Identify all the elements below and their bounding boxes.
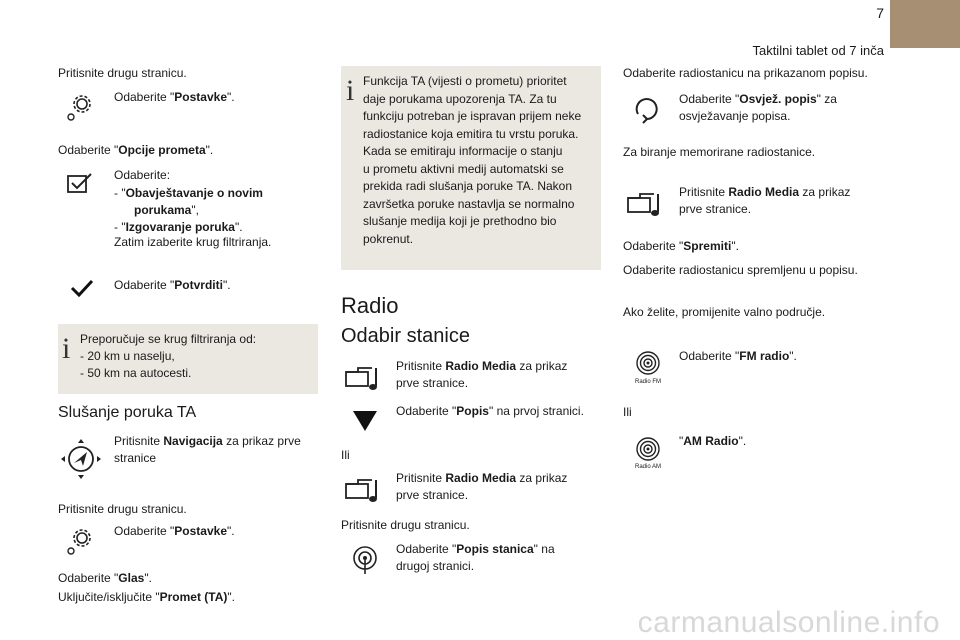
info-text: - 20 km u naselju,: [80, 349, 175, 363]
info-icon: i: [62, 332, 71, 365]
text-line: Odaberite "Osvjež. popis" za: [679, 92, 837, 106]
info-text: Funkcija TA (vijesti o prometu) prioritet: [363, 74, 567, 88]
text-line: Pritisnite Radio Media za prikaz: [396, 471, 568, 485]
text-line: Za biranje memorirane radiostanice.: [623, 145, 816, 159]
info-text: prekida radi slušanja poruke TA. Nakon: [363, 179, 573, 193]
corner-tab: [890, 0, 960, 48]
text-line: Odaberite:: [114, 168, 171, 182]
gear-icon: [64, 526, 96, 558]
text-line: stranice: [114, 451, 157, 465]
gear-icon: [64, 92, 96, 124]
text-line: Ili: [341, 448, 350, 462]
section-title: Taktilni tablet od 7 inča: [752, 43, 884, 58]
info-text: funkciju potreban je ispravan prijem neke: [363, 109, 582, 123]
info-icon: i: [346, 74, 355, 107]
info-text: daje porukama upozorenja TA. Za tu: [363, 91, 557, 106]
text-line: Odaberite "Potvrditi".: [114, 278, 231, 292]
text-line: porukama",: [134, 203, 199, 217]
text-line: Odaberite "Postavke".: [114, 90, 235, 104]
info-text: Preporučuje se krug filtriranja od:: [80, 332, 257, 346]
checklist-icon: [66, 172, 94, 196]
text-line: drugoj stranici.: [396, 559, 475, 573]
radio-media-icon: [344, 476, 384, 504]
text-line: Odaberite "Opcije prometa".: [58, 143, 214, 157]
info-text: pokrenut.: [363, 231, 414, 246]
radio-fm-icon: [635, 350, 661, 376]
station-list-icon: [350, 545, 380, 575]
page-number: 7: [876, 5, 884, 21]
text-line: Ako želite, promijenite valno područje.: [623, 305, 826, 319]
info-text: radiostanice koja emitira tu vrstu poruka.: [363, 126, 579, 141]
text-line: Uključite/isključite "Promet (TA)".: [58, 590, 235, 604]
radio-am-icon: [635, 436, 661, 462]
checkmark-icon: [70, 279, 94, 297]
text-line: - "Izgovaranje poruka".: [114, 220, 243, 234]
icon-label: Radio AM: [634, 464, 661, 470]
text-line: Ili: [623, 405, 632, 419]
info-text: slušanje medija koji je prethodno bio: [363, 214, 557, 228]
text-line: Odaberite "Postavke".: [114, 524, 235, 538]
info-text: završetka poruke nastavlja se normalno: [363, 196, 575, 211]
section-heading: Radio: [341, 293, 399, 318]
refresh-icon: [632, 94, 662, 124]
text-line: Odaberite radiostanicu na prikazanom popisu.: [623, 66, 868, 80]
subsection-heading: Odabir stanice: [341, 325, 470, 347]
text-line: - "Obavještavanje o novim: [114, 186, 263, 200]
text-line: Pritisnite drugu stranicu.: [341, 518, 470, 532]
text-line: prve stranice.: [396, 488, 469, 502]
text-line: Zatim izaberite krug filtriranja.: [114, 235, 272, 249]
radio-media-icon: [344, 364, 384, 392]
text-line: Odaberite "Spremiti".: [623, 239, 739, 253]
navigation-icon: [60, 438, 102, 480]
text-line: Pritisnite Radio Media za prikaz: [679, 185, 851, 199]
text-line: Pritisnite drugu stranicu.: [58, 502, 187, 516]
text-line: prve stranice.: [396, 376, 469, 390]
text-line: Odaberite "Popis stanica" na: [396, 542, 555, 556]
radio-media-icon: [626, 190, 666, 218]
watermark: carmanualsonline.info: [637, 606, 940, 639]
text-line: Pritisnite drugu stranicu.: [58, 66, 187, 80]
text-line: Pritisnite Radio Media za prikaz: [396, 359, 568, 373]
text-line: prve stranice.: [679, 202, 752, 216]
triangle-down-icon: [352, 410, 378, 432]
info-text: u prometu aktivni medij automatski se: [363, 161, 564, 176]
info-text: Kada se emitiraju informacije o stanju: [363, 144, 563, 158]
text-line: Odaberite "Popis" na prvoj stranici.: [396, 404, 584, 418]
icon-label: Radio FM: [634, 379, 661, 385]
text-line: Odaberite "FM radio".: [679, 349, 797, 363]
text-line: Pritisnite Navigacija za prikaz prve: [114, 434, 301, 448]
section-heading: Slušanje poruka TA: [58, 404, 197, 421]
text-line: Odaberite "Glas".: [58, 571, 152, 585]
text-line: osvježavanje popisa.: [679, 109, 791, 123]
info-text: - 50 km na autocesti.: [80, 366, 192, 380]
text-line: "AM Radio".: [679, 434, 747, 448]
text-line: Odaberite radiostanicu spremljenu u popisu.: [623, 263, 858, 277]
